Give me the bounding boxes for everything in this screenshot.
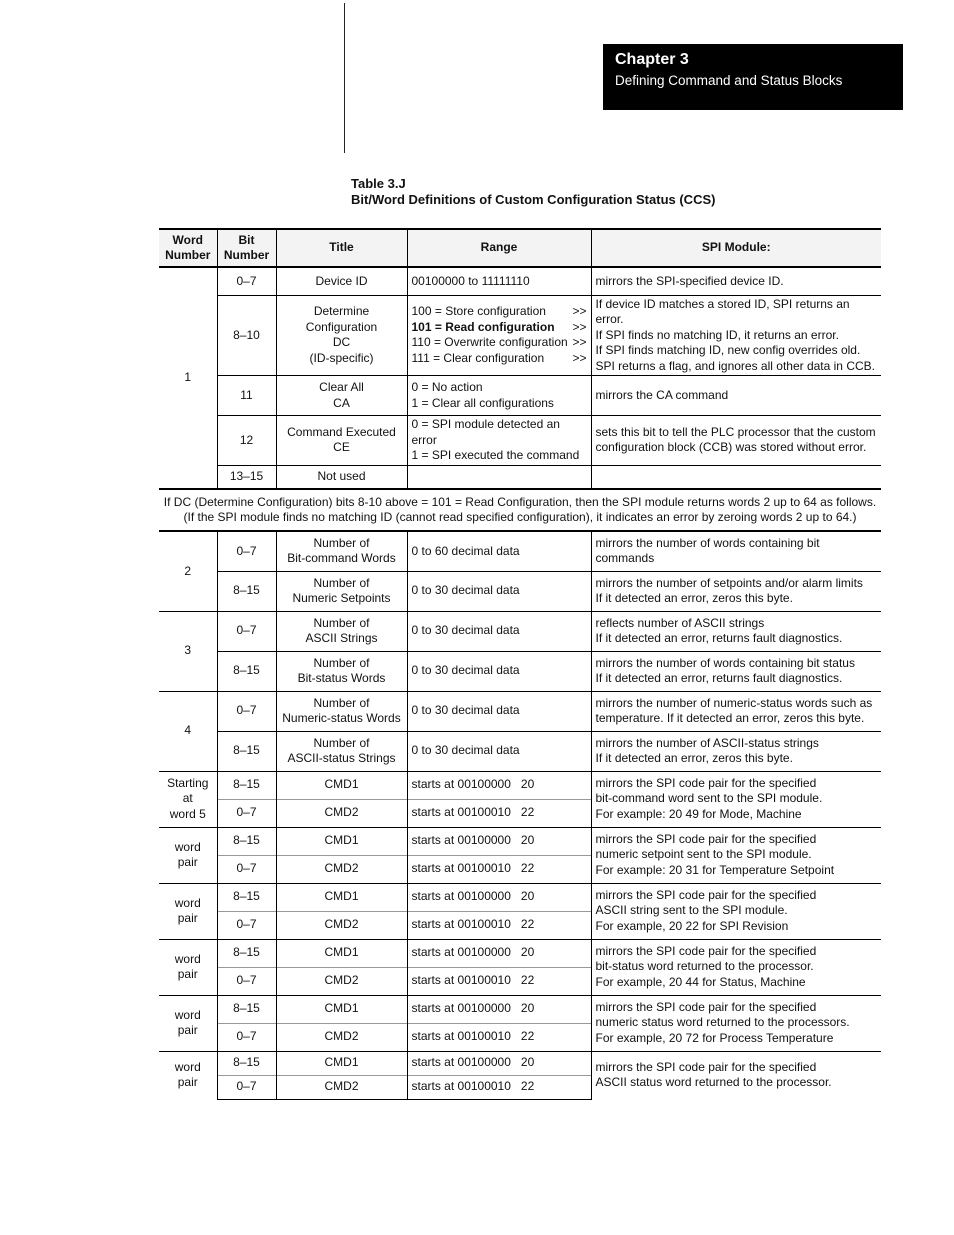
spi-cell: mirrors the SPI-specified device ID. (591, 267, 881, 295)
spi-cell: mirrors the SPI code pair for the specified bit-status word returned to the processor. For example, 20 44 for Status, Machine (591, 939, 881, 995)
bit-cell: 0–7 (217, 911, 276, 939)
range-cell: starts at 00100010 22 (407, 1075, 591, 1099)
bit-cell: 8–15 (217, 827, 276, 855)
table-header-row (159, 229, 881, 267)
table-number: Table 3.J (351, 176, 406, 191)
bit-cell: 12 (217, 416, 276, 466)
title-cell: CMD2 (276, 799, 407, 827)
title-cell: CMD1 (276, 1051, 407, 1075)
title-cell: CMD2 (276, 911, 407, 939)
bit-cell: 8–15 (217, 771, 276, 799)
word-number-cell: word pair (159, 883, 217, 939)
word-number-cell: 4 (159, 691, 217, 771)
table-row (159, 691, 881, 731)
table-row (159, 731, 881, 771)
word-number-cell: 3 (159, 611, 217, 691)
range-cell: starts at 00100000 20 (407, 1051, 591, 1075)
ccs-table (159, 228, 881, 1100)
range-cell: starts at 00100010 22 (407, 855, 591, 883)
bit-cell: 8–15 (217, 883, 276, 911)
range-cell: starts at 00100000 20 (407, 771, 591, 799)
title-cell: Number of Bit-command Words (276, 531, 407, 571)
spi-cell (591, 465, 881, 489)
bit-cell: 8–15 (217, 939, 276, 967)
range-cell: 0 to 30 decimal data (407, 651, 591, 691)
spi-cell: sets this bit to tell the PLC processor that the custom configuration block (CCB) was stored without error. (591, 416, 881, 466)
title-cell: Clear All CA (276, 376, 407, 416)
range-cell: starts at 00100000 20 (407, 995, 591, 1023)
chapter-title: Chapter 3 (615, 51, 689, 68)
title-cell: Command Executed CE (276, 416, 407, 466)
arrow-icon: >> (572, 350, 587, 365)
bit-cell: 0–7 (217, 611, 276, 651)
title-cell: CMD1 (276, 771, 407, 799)
word-number-cell: Starting at word 5 (159, 771, 217, 827)
bit-cell: 8–15 (217, 731, 276, 771)
title-cell: CMD1 (276, 883, 407, 911)
title-cell: CMD1 (276, 939, 407, 967)
range-cell: 0 to 30 decimal data (407, 691, 591, 731)
title-cell: CMD2 (276, 1075, 407, 1099)
table-row (159, 771, 881, 799)
word-number-cell: word pair (159, 1051, 217, 1099)
title-cell: Device ID (276, 267, 407, 295)
title-cell: CMD2 (276, 967, 407, 995)
range-cell (407, 465, 591, 489)
spi-cell: mirrors the number of ASCII-status strings If it detected an error, zeros this byte. (591, 731, 881, 771)
arrow-icon: >> (572, 304, 587, 319)
title-cell: Not used (276, 465, 407, 489)
spi-cell: mirrors the SPI code pair for the specified bit-command word sent to the SPI module. For example: 20 49 for Mode, Machine (591, 771, 881, 827)
bit-cell: 8–10 (217, 295, 276, 376)
col-header-word: Word Number (159, 229, 217, 267)
spi-cell: mirrors the SPI code pair for the specified numeric status word returned to the processors. For example, 20 72 for Process Temperature (591, 995, 881, 1051)
title-cell: Number of ASCII Strings (276, 611, 407, 651)
table-caption (351, 176, 715, 208)
table-row (159, 531, 881, 571)
spi-cell: mirrors the SPI code pair for the specified numeric setpoint sent to the SPI module. For example: 20 31 for Temperature Setpoint (591, 827, 881, 883)
spi-cell: reflects number of ASCII strings If it detected an error, returns fault diagnostics. (591, 611, 881, 651)
table-row (159, 651, 881, 691)
margin-rule (344, 3, 345, 153)
range-cell: 0 to 30 decimal data (407, 611, 591, 651)
bit-cell: 0–7 (217, 1023, 276, 1051)
arrow-icon: >> (572, 319, 587, 334)
range-cell: 0 to 30 decimal data (407, 731, 591, 771)
table-row (159, 295, 881, 376)
range-cell: 00100000 to 11111110 (407, 267, 591, 295)
spi-cell: mirrors the number of words containing bit status If it detected an error, returns fault diagnostics. (591, 651, 881, 691)
range-cell: starts at 00100010 22 (407, 799, 591, 827)
range-cell: 0 to 30 decimal data (407, 571, 591, 611)
title-cell: Number of Bit-status Words (276, 651, 407, 691)
range-cell: starts at 00100010 22 (407, 1023, 591, 1051)
spi-cell: mirrors the SPI code pair for the specified ASCII status word returned to the processor. (591, 1051, 881, 1099)
bit-cell: 8–15 (217, 1051, 276, 1075)
range-cell: starts at 00100000 20 (407, 883, 591, 911)
arrow-icon: >> (572, 335, 587, 350)
spi-cell: mirrors the SPI code pair for the specified ASCII string sent to the SPI module. For example, 20 22 for SPI Revision (591, 883, 881, 939)
table-title: Bit/Word Definitions of Custom Configuration Status (CCS) (351, 192, 716, 207)
table-row (159, 611, 881, 651)
col-header-title: Title (276, 229, 407, 267)
range-cell: starts at 00100010 22 (407, 911, 591, 939)
bit-cell: 8–15 (217, 995, 276, 1023)
table-row (159, 939, 881, 967)
spi-cell: mirrors the CA command (591, 376, 881, 416)
range-cell: 0 = SPI module detected an error 1 = SPI executed the command (407, 416, 591, 466)
range-cell: 100 = Store configuration >> 101 = Read configuration >> 110 = Overwrite configuration >> 111 = Clear configuration >> (407, 295, 591, 376)
table-row (159, 827, 881, 855)
note-line-2: (If the SPI module finds no matching ID (cannot read specified configuration), it indicates an error by zeroing words 2 up to 64.) (183, 510, 857, 524)
chapter-header (603, 44, 903, 110)
word-number-cell: word pair (159, 827, 217, 883)
note-cell (159, 489, 881, 531)
title-cell: Determine Configuration DC (ID-specific) (276, 295, 407, 376)
word-number-cell: 1 (184, 370, 192, 385)
title-cell: CMD1 (276, 995, 407, 1023)
title-cell: CMD1 (276, 827, 407, 855)
table-row (159, 465, 881, 489)
bit-cell: 13–15 (217, 465, 276, 489)
table-row (159, 995, 881, 1023)
bit-cell: 0–7 (217, 855, 276, 883)
title-cell: Number of ASCII-status Strings (276, 731, 407, 771)
range-cell: starts at 00100010 22 (407, 967, 591, 995)
table-row (159, 376, 881, 416)
col-header-range: Range (407, 229, 591, 267)
chapter-subtitle: Defining Command and Status Blocks (615, 73, 843, 88)
bit-cell: 0–7 (217, 267, 276, 295)
note-line-1: If DC (Determine Configuration) bits 8-10 above = 101 = Read Configuration, then the SPI module returns words 2 up to 64 as follows. (163, 494, 877, 509)
table-row (159, 883, 881, 911)
title-cell: Number of Numeric-status Words (276, 691, 407, 731)
word-number-cell: 2 (184, 563, 192, 578)
note-row (159, 489, 881, 531)
spi-cell: mirrors the number of words containing bit commands (591, 531, 881, 571)
bit-cell: 0–7 (217, 967, 276, 995)
word-number-cell: word pair (159, 939, 217, 995)
range-cell: starts at 00100000 20 (407, 939, 591, 967)
table-row (159, 1051, 881, 1075)
table-row (159, 416, 881, 466)
range-cell: starts at 00100000 20 (407, 827, 591, 855)
bit-cell: 0–7 (217, 531, 276, 571)
word-number-cell: word pair (159, 995, 217, 1051)
title-cell: Number of Numeric Setpoints (276, 571, 407, 611)
title-cell: CMD2 (276, 1023, 407, 1051)
bit-cell: 0–7 (217, 691, 276, 731)
col-header-spi: SPI Module: (591, 229, 881, 267)
title-cell: CMD2 (276, 855, 407, 883)
table-row (159, 267, 881, 295)
bit-cell: 0–7 (217, 799, 276, 827)
spi-cell: mirrors the number of setpoints and/or alarm limits If it detected an error, zeros this byte. (591, 571, 881, 611)
spi-cell: mirrors the number of numeric-status words such as temperature. If it detected an error, zeros this byte. (591, 691, 881, 731)
bit-cell: 8–15 (217, 571, 276, 611)
bit-cell: 0–7 (217, 1075, 276, 1099)
range-cell: 0 to 60 decimal data (407, 531, 591, 571)
bit-cell: 11 (217, 376, 276, 416)
spi-cell: If device ID matches a stored ID, SPI returns an error. If SPI finds no matching ID, it returns an error. If SPI finds matching ID, new config overrides old. SPI returns a flag, and ignores all other data in CCB. (591, 295, 881, 376)
bit-cell: 8–15 (217, 651, 276, 691)
range-cell: 0 = No action 1 = Clear all configurations (407, 376, 591, 416)
table-row (159, 571, 881, 611)
col-header-bit: Bit Number (217, 229, 276, 267)
